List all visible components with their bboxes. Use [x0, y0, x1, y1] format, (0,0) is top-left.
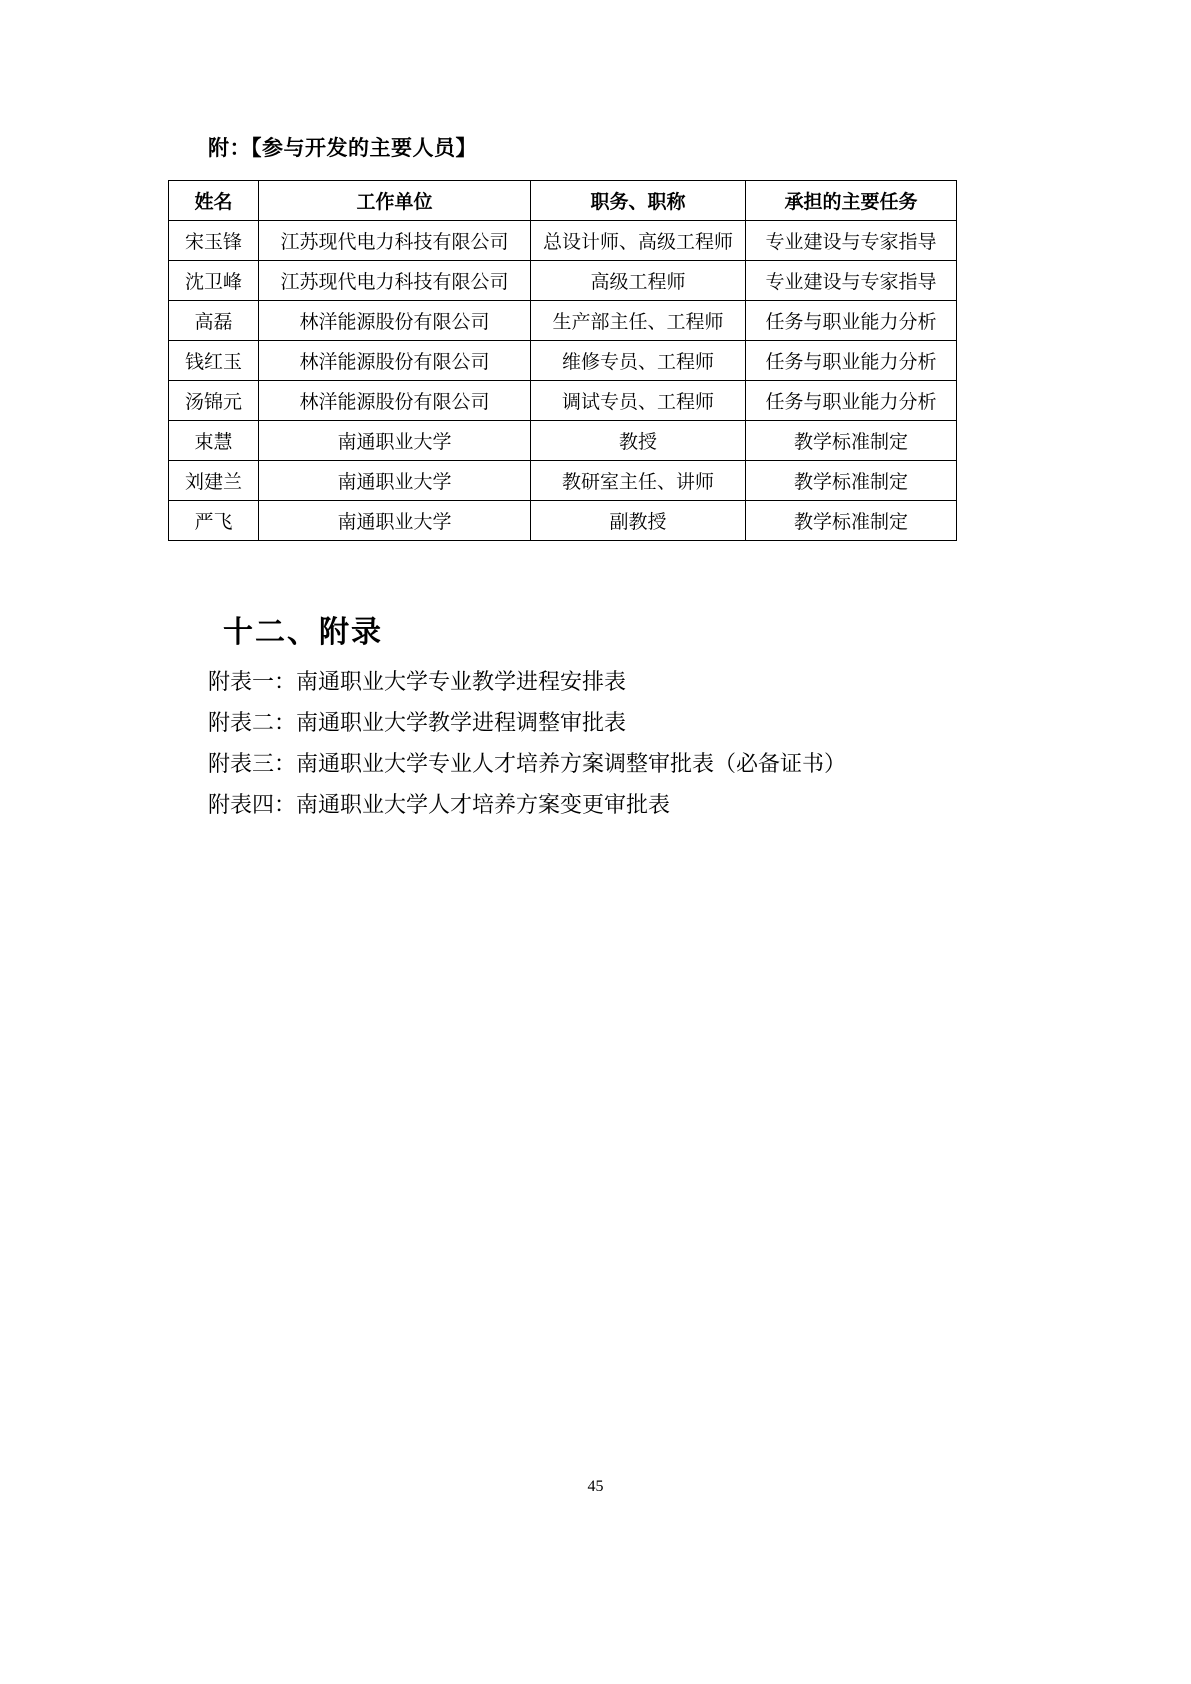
cell-title: 教研室主任、讲师	[531, 461, 746, 501]
cell-task: 专业建设与专家指导	[746, 261, 957, 301]
cell-task: 任务与职业能力分析	[746, 341, 957, 381]
column-header-title: 职务、职称	[531, 181, 746, 221]
cell-unit: 林洋能源股份有限公司	[259, 381, 531, 421]
table-row	[169, 501, 957, 541]
cell-title: 生产部主任、工程师	[531, 301, 746, 341]
list-item: 附表二：南通职业大学教学进程调整审批表	[208, 710, 627, 735]
table-row	[169, 221, 957, 261]
cell-task: 教学标准制定	[746, 421, 957, 461]
column-header-task: 承担的主要任务	[746, 181, 957, 221]
cell-name: 束慧	[169, 421, 259, 461]
cell-unit: 南通职业大学	[259, 461, 531, 501]
page-number: 45	[587, 1478, 604, 1495]
cell-unit: 林洋能源股份有限公司	[259, 301, 531, 341]
cell-unit: 江苏现代电力科技有限公司	[259, 221, 531, 261]
attachment-title: 附：【参与开发的主要人员】	[208, 137, 477, 160]
table-row	[169, 421, 957, 461]
cell-task: 教学标准制定	[746, 461, 957, 501]
list-item: 附表四：南通职业大学人才培养方案变更审批表	[208, 792, 671, 817]
table-row	[169, 461, 957, 501]
cell-name: 汤锦元	[169, 381, 259, 421]
cell-name: 宋玉锋	[169, 221, 259, 261]
section-heading-appendix: 十二、附录	[223, 616, 383, 649]
cell-title: 总设计师、高级工程师	[531, 221, 746, 261]
table-row	[169, 341, 957, 381]
cell-unit: 南通职业大学	[259, 501, 531, 541]
table-row	[169, 301, 957, 341]
list-item: 附表三：南通职业大学专业人才培养方案调整审批表（必备证书）	[208, 751, 847, 776]
cell-title: 高级工程师	[531, 261, 746, 301]
column-header-unit: 工作单位	[259, 181, 531, 221]
page-content	[168, 132, 968, 825]
cell-name: 高磊	[169, 301, 259, 341]
cell-name: 钱红玉	[169, 341, 259, 381]
appendix-list	[208, 661, 968, 825]
cell-title: 维修专员、工程师	[531, 341, 746, 381]
list-item: 附表一：南通职业大学专业教学进程安排表	[208, 669, 627, 694]
cell-task: 教学标准制定	[746, 501, 957, 541]
cell-name: 刘建兰	[169, 461, 259, 501]
cell-title: 副教授	[531, 501, 746, 541]
cell-task: 专业建设与专家指导	[746, 221, 957, 261]
column-header-name: 姓名	[169, 181, 259, 221]
cell-unit: 南通职业大学	[259, 421, 531, 461]
table-header-row	[169, 181, 957, 221]
table-row	[169, 381, 957, 421]
cell-title: 调试专员、工程师	[531, 381, 746, 421]
cell-task: 任务与职业能力分析	[746, 301, 957, 341]
cell-title: 教授	[531, 421, 746, 461]
staff-table	[168, 180, 957, 541]
cell-task: 任务与职业能力分析	[746, 381, 957, 421]
table-row	[169, 261, 957, 301]
cell-unit: 江苏现代电力科技有限公司	[259, 261, 531, 301]
cell-name: 沈卫峰	[169, 261, 259, 301]
cell-name: 严飞	[169, 501, 259, 541]
cell-unit: 林洋能源股份有限公司	[259, 341, 531, 381]
